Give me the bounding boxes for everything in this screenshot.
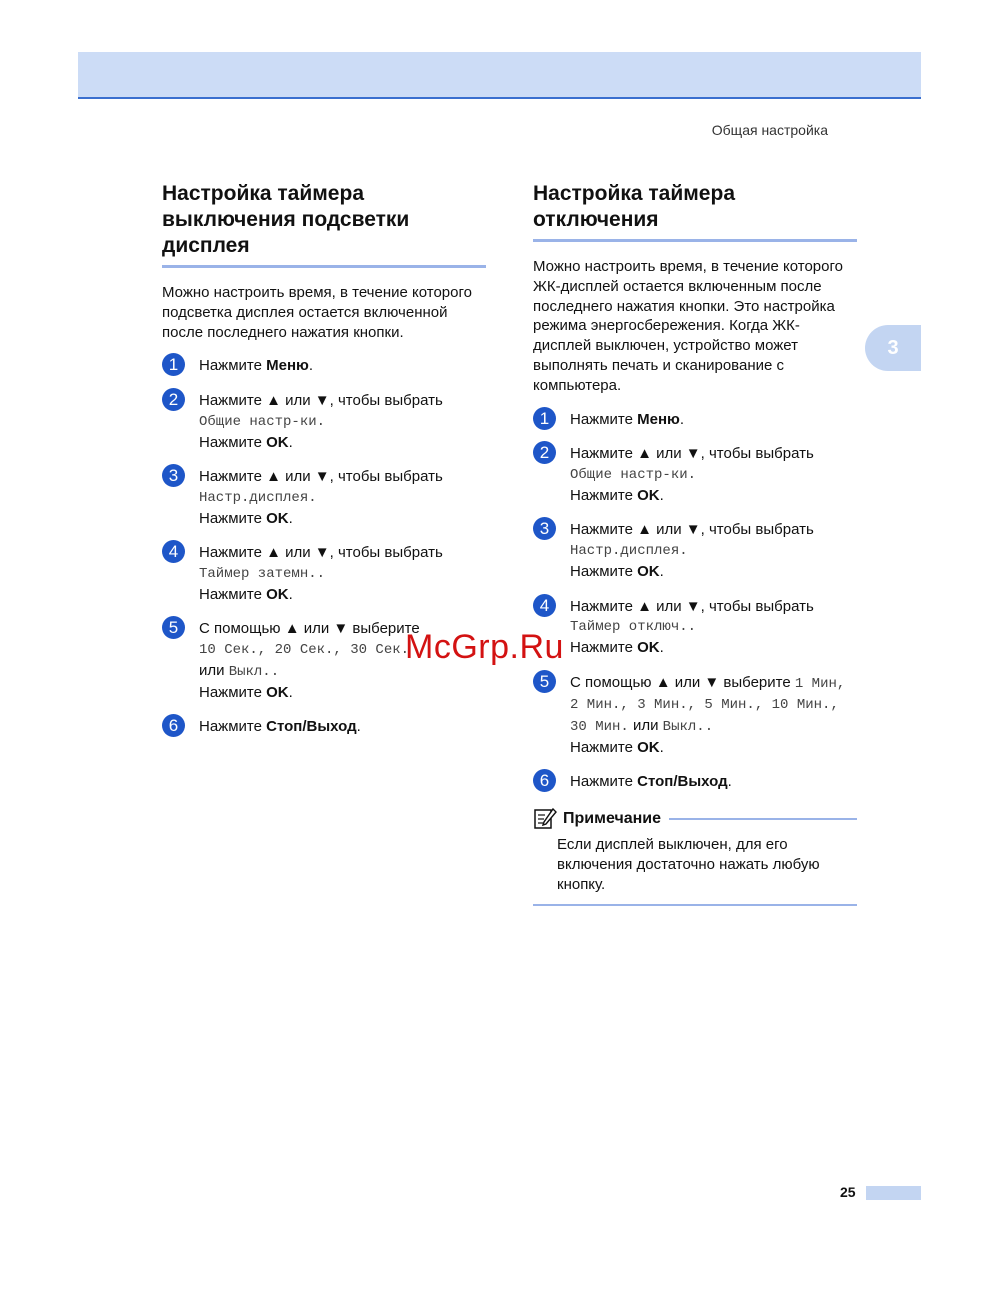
step-text: Нажмите: [570, 562, 638, 580]
note-box: [533, 807, 857, 905]
title-rule: [162, 265, 486, 268]
step-text: Нажмите: [199, 585, 267, 603]
key-label: OK: [266, 509, 289, 527]
step-text: .: [288, 433, 293, 451]
step: [533, 673, 857, 758]
step-number: 1: [162, 353, 185, 376]
step-text: Нажмите: [570, 486, 638, 504]
step: [162, 717, 486, 737]
step-text: .: [288, 509, 293, 527]
step-text: Нажмите: [199, 718, 267, 736]
step-number: 5: [533, 670, 556, 693]
key-label: OK: [266, 585, 289, 603]
step-text: .: [659, 738, 664, 756]
left-section-title: Настройка таймера выключения подсветки дисплея: [162, 182, 410, 257]
step-number: 1: [533, 407, 556, 430]
step-text: .: [288, 683, 293, 701]
step: [162, 467, 486, 528]
key-label: OK: [637, 638, 660, 656]
step-text: .: [308, 357, 314, 375]
note-header: [533, 807, 857, 831]
step-number: 3: [162, 464, 185, 487]
step-text: .: [308, 489, 317, 506]
step: [533, 410, 857, 430]
step-text: .: [687, 619, 697, 636]
step-number: 2: [162, 388, 185, 411]
step-text: .: [270, 663, 280, 680]
step-text: .: [687, 466, 697, 483]
step-text: .: [659, 638, 664, 656]
step-text: .: [356, 718, 361, 736]
key-label: OK: [266, 683, 289, 701]
note-body: Если дисплей выключен, для его включения достаточно нажать любую кнопку.: [557, 836, 820, 893]
step-text: .: [288, 585, 293, 603]
lcd-text: Выкл.: [228, 663, 271, 680]
step: [162, 543, 486, 604]
note-bottom-rule: [533, 904, 857, 906]
step-text: .: [316, 413, 326, 430]
lcd-text: Выкл.: [662, 719, 705, 736]
step-text: Нажмите: [199, 683, 267, 701]
step-text: Нажмите: [199, 509, 267, 527]
step-text: или: [628, 717, 663, 735]
step-text: Нажмите: [570, 410, 638, 428]
key-label: Меню: [266, 357, 309, 375]
step-text: Нажмите: [570, 738, 638, 756]
step-text: .: [316, 566, 326, 583]
key-label: Стоп/Выход: [637, 773, 728, 791]
step-number: 5: [162, 616, 185, 639]
lcd-text: Общие настр-ки: [199, 413, 317, 430]
step-text: Нажмите ▲ или ▼, чтобы выбрать: [199, 392, 443, 410]
step-text: Нажмите: [570, 638, 638, 656]
lcd-text: Таймер затемн.: [199, 566, 317, 583]
page-number: 25: [840, 1184, 856, 1200]
key-label: OK: [637, 738, 660, 756]
right-steps: [533, 410, 857, 793]
step-text: С помощью ▲ или ▼ выберите: [570, 673, 795, 691]
step-number: 6: [162, 714, 185, 737]
note-divider: [669, 818, 857, 820]
step-text: .: [727, 773, 732, 791]
key-label: OK: [266, 433, 289, 451]
lcd-text: 10 Сек., 20 Сек., 30 Сек.: [199, 642, 410, 659]
page-number-bar: [866, 1186, 921, 1200]
step-number: 4: [162, 540, 185, 563]
step-text: Нажмите ▲ или ▼, чтобы выбрать: [199, 544, 443, 562]
step-number: 4: [533, 594, 556, 617]
chapter-tab: 3: [865, 325, 921, 371]
step: [533, 772, 857, 792]
title-rule: [533, 239, 857, 242]
step-text: Нажмите ▲ или ▼, чтобы выбрать: [570, 521, 814, 539]
step-text: Нажмите ▲ или ▼, чтобы выбрать: [570, 445, 814, 463]
running-title: Общая настройка: [711, 122, 828, 138]
key-label: OK: [637, 486, 660, 504]
lcd-text: Общие настр-ки: [570, 466, 688, 483]
step: [162, 356, 486, 376]
step-number: 6: [533, 769, 556, 792]
key-label: OK: [637, 562, 660, 580]
step: [533, 520, 857, 581]
step-text: .: [704, 719, 714, 736]
step-text: Нажмите: [199, 357, 267, 375]
left-steps: [162, 356, 486, 737]
note-title: Примечание: [563, 810, 662, 828]
step-number: 2: [533, 441, 556, 464]
step: [162, 391, 486, 452]
right-section: [533, 181, 857, 906]
lcd-text: Таймер отключ.: [570, 619, 688, 636]
step-text: Нажмите ▲ или ▼, чтобы выбрать: [570, 597, 814, 615]
step-number: 3: [533, 517, 556, 540]
lcd-text: Настр.дисплея: [199, 489, 309, 506]
step-text: Нажмите ▲ или ▼, чтобы выбрать: [199, 468, 443, 486]
step-text: или: [199, 661, 229, 679]
right-intro: Можно настроить время, в течение которого ЖК-дисплей остается включенным после последнего нажатия кнопки. Это настройка режима энергосбережения. Когда ЖК-дисплей выключен, устройство может выполнять печать и сканирование с компьютера.: [533, 258, 843, 394]
left-intro: Можно настроить время, в течение которого подсветка дисплея остается включенной после последнего нажатия кнопки.: [162, 284, 472, 341]
step-text: Нажмите: [199, 433, 267, 451]
lcd-text: 1 Мин, 2 Мин., 3 Мин., 5 Мин., 10 Мин., 30 Мин.: [570, 675, 846, 736]
right-section-title: Настройка таймера отключения: [533, 182, 735, 231]
step: [533, 597, 857, 658]
lcd-text: Настр.дисплея: [570, 543, 680, 560]
watermark: McGrp.Ru: [405, 628, 564, 666]
step-text: .: [679, 410, 685, 428]
step-text: Нажмите: [570, 773, 638, 791]
step: [533, 444, 857, 505]
step-text: .: [659, 486, 664, 504]
note-pencil-icon: [533, 807, 557, 831]
header-bar: [78, 52, 921, 99]
key-label: Меню: [637, 410, 680, 428]
step-text: С помощью ▲ или ▼ выберите: [199, 620, 420, 638]
step-text: .: [679, 543, 688, 560]
key-label: Стоп/Выход: [266, 718, 357, 736]
step-text: .: [659, 562, 664, 580]
